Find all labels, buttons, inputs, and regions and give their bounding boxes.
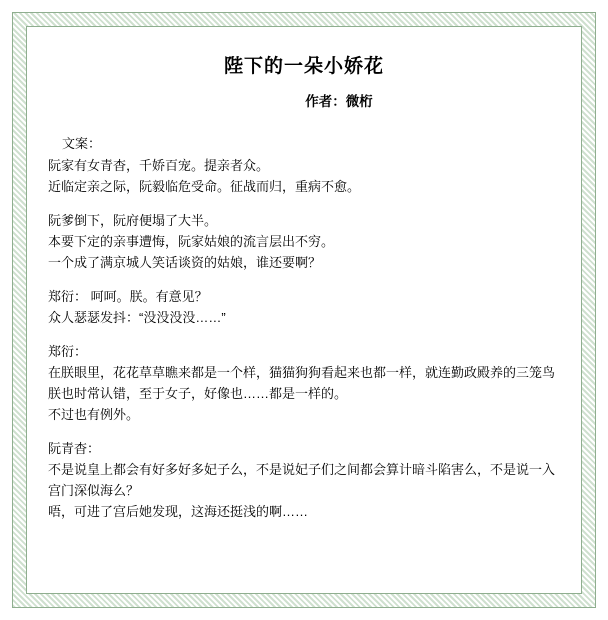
paragraph: 不过也有例外。 (48, 407, 140, 422)
paragraph: 阮爹倒下，阮府便塌了大半。 (48, 212, 218, 228)
paragraph: 郑衍： 呵呵。朕。有意见？ (48, 288, 208, 304)
paragraph: 众人瑟瑟发抖：“没没没没……” (48, 309, 226, 325)
page-title: 陛下的一朵小娇花 (223, 56, 384, 77)
paragraph: 唔，可进了宫后她发现，这海还挺浅的啊…… (48, 504, 309, 520)
paragraph: 本要下定的亲事遭悔，阮家姑娘的流言层出不穷。 (48, 233, 335, 249)
paragraph-spacer (48, 197, 560, 210)
paragraph: 不是说皇上都会有好多好多妃子么，不是说妃子们之间都会算计暗斗陷害么，不是说一入宫门深似海么？ (48, 462, 556, 499)
document-content (34, 34, 574, 586)
paragraph: 郑衍： (48, 343, 88, 359)
body-text (48, 133, 560, 522)
paragraph-spacer (48, 273, 560, 286)
paragraph: 近临定亲之际，阮毅临危受命。征战而归，重病不愈。 (48, 178, 361, 194)
paragraph: 阮青杳： (48, 441, 101, 457)
paragraph: 一个成了满京城人笑话谈资的姑娘，谁还要啊？ (48, 254, 322, 270)
paragraph-spacer (48, 328, 560, 341)
paragraph: 文案： (62, 136, 102, 152)
paragraph: 在朕眼里，花花草草瞧来都是一个样，猫猫狗狗看起来也都一样，就连勤政殿养的三笼鸟朕也时常认错，至于女子，好像也……都是一样的。 (48, 364, 556, 401)
paragraph-spacer (48, 425, 560, 438)
paragraph: 阮家有女青杳，千娇百宠。提亲者众。 (48, 157, 270, 173)
author-line: 作者：微桁 (305, 93, 373, 109)
